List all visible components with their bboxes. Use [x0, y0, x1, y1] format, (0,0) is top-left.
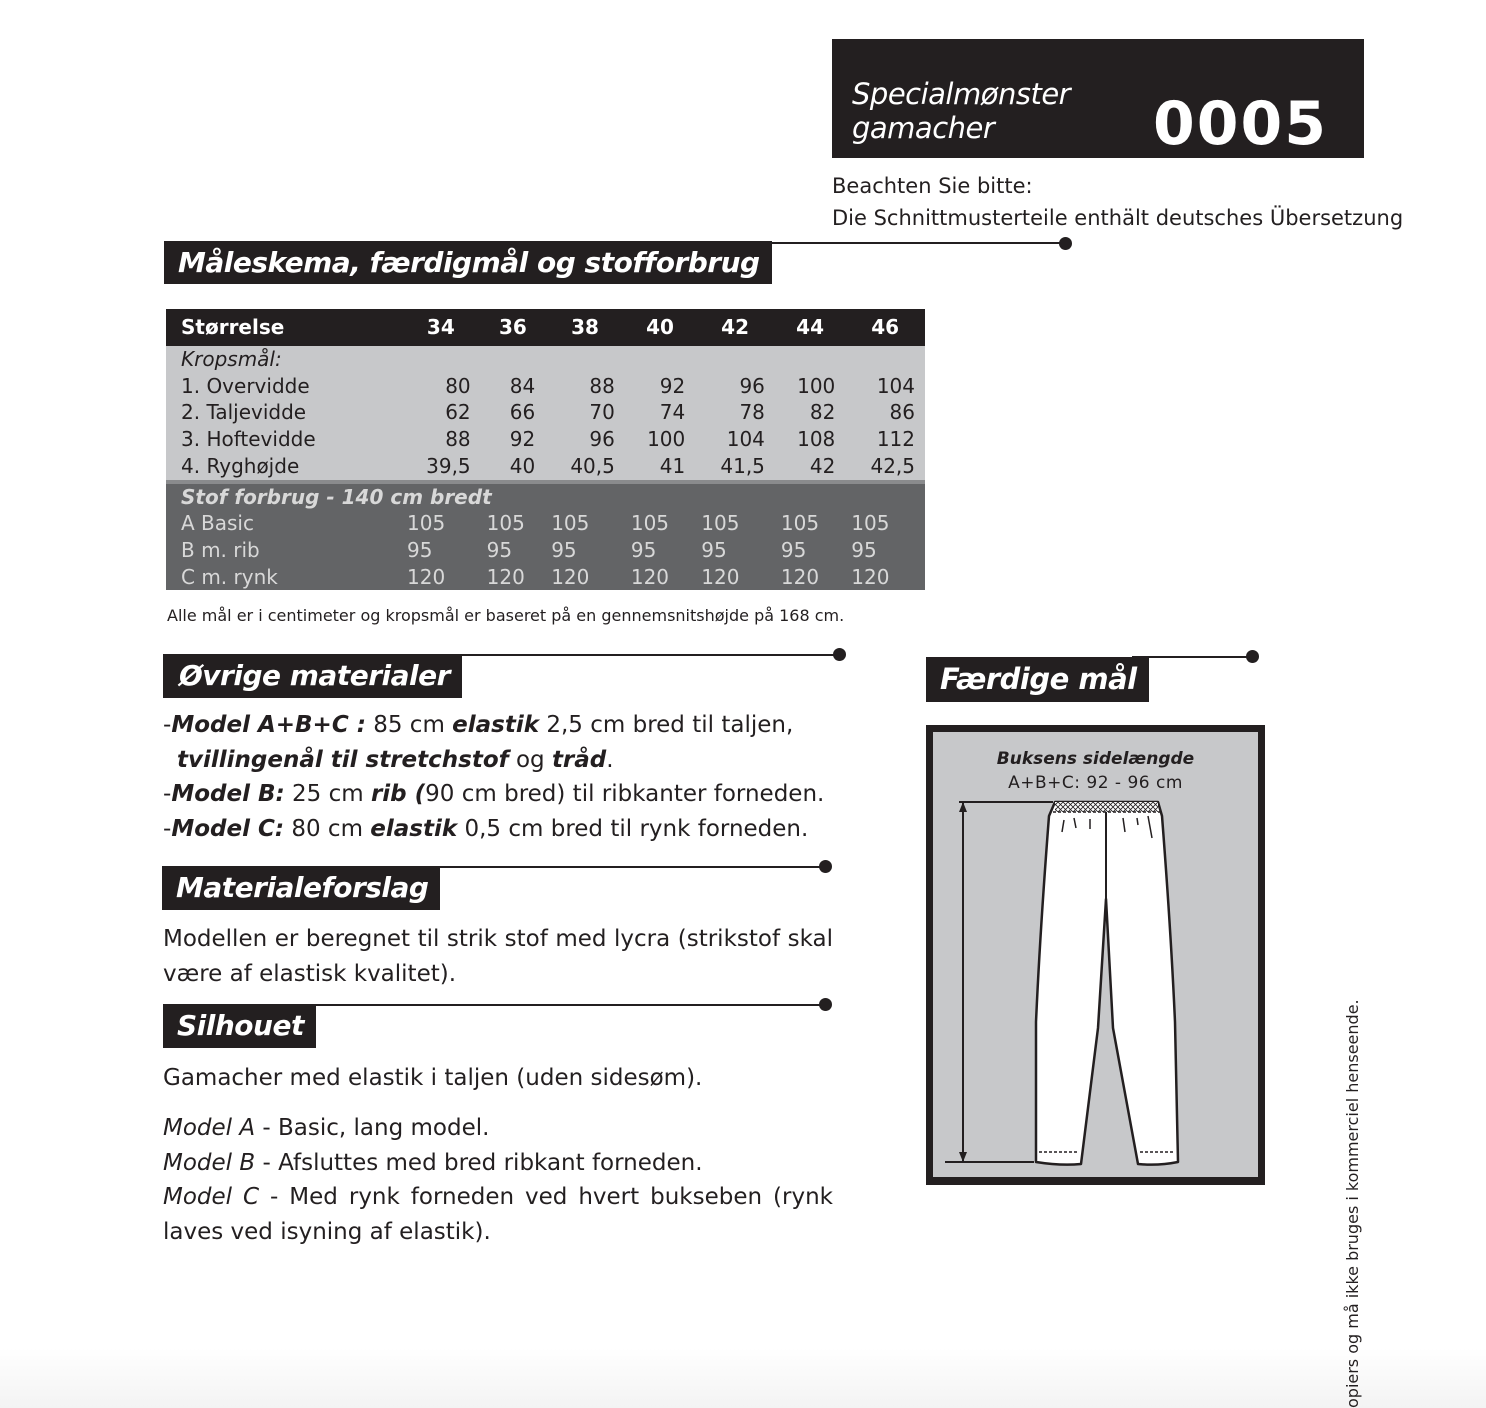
material-bold: tvillingenål til stretchstof	[177, 746, 509, 773]
table-cell: 86	[845, 399, 925, 426]
material-model: Model B:	[171, 781, 285, 807]
model-item	[163, 1146, 833, 1181]
list-dash: -	[163, 781, 172, 807]
table-cell: 62	[401, 399, 481, 426]
body-measurement-row	[166, 426, 925, 453]
body-measurements-section-row	[166, 346, 925, 373]
table-cell: 105	[845, 510, 925, 537]
size-header-row	[166, 309, 925, 346]
fabric-usage-row	[166, 510, 925, 537]
table-cell: 40,5	[545, 453, 625, 480]
table-cell: 108	[775, 426, 845, 453]
size-column-header: 38	[545, 309, 625, 346]
translation-note-line1: Beachten Sie bitte:	[832, 174, 1033, 198]
model-desc: - Basic, lang model.	[255, 1115, 490, 1141]
table-cell: 95	[695, 537, 775, 564]
table-cell: 88	[401, 426, 481, 453]
table-cell: 105	[481, 510, 546, 537]
material-text: .	[606, 746, 614, 773]
table-cell: 105	[695, 510, 775, 537]
body-measurements-label: Kropsmål:	[166, 346, 925, 373]
table-cell: 41,5	[695, 453, 775, 480]
table-cell: 95	[845, 537, 925, 564]
silhouette-text: Gamacher med elastik i taljen (uden sidesøm).	[163, 1065, 703, 1091]
size-chart-table	[166, 309, 925, 590]
material-bold: rib (	[370, 781, 426, 807]
page-bottom-shade	[0, 1348, 1486, 1408]
table-cell: 78	[695, 399, 775, 426]
material-item	[163, 708, 833, 777]
table-cell: 40	[481, 453, 546, 480]
model-name: Model B	[163, 1149, 256, 1176]
table-cell: 95	[401, 537, 481, 564]
row-label: 1. Overvidde	[166, 373, 401, 400]
material-bold: elastik	[452, 712, 540, 738]
model-item	[163, 1180, 833, 1249]
model-name: Model C	[163, 1184, 260, 1210]
list-dash: -	[163, 712, 172, 738]
table-cell: 120	[401, 564, 481, 591]
size-column-header: 44	[775, 309, 845, 346]
material-model: Model C:	[171, 815, 285, 842]
section-rule	[733, 242, 1066, 244]
measurement-footnote: Alle mål er i centimeter og kropsmål er baseret på en gennemsnitshøjde på 168 cm.	[167, 606, 845, 625]
size-label: Størrelse	[166, 309, 401, 346]
material-bold: tråd	[551, 746, 607, 773]
material-text: 25 cm	[284, 781, 371, 807]
section-rule	[305, 1004, 826, 1006]
table-cell: 74	[625, 399, 695, 426]
fabric-usage-label: Stof forbrug - 140 cm bredt	[166, 484, 925, 511]
section-rule-dot	[819, 860, 832, 873]
table-cell: 104	[695, 426, 775, 453]
table-cell: 95	[481, 537, 546, 564]
row-label: B m. rib	[166, 537, 401, 564]
translation-note	[832, 170, 1403, 234]
section-rule	[1132, 656, 1252, 658]
pattern-title	[852, 77, 1070, 145]
finished-measurements-figure	[926, 725, 1265, 1185]
body-measurement-row	[166, 373, 925, 400]
figure-measurement-value: A+B+C: 92 - 96 cm	[1008, 773, 1183, 793]
table-cell: 120	[545, 564, 625, 591]
other-materials-list	[163, 708, 833, 846]
model-list	[163, 1111, 833, 1249]
pattern-title-line1: Specialmønster	[852, 77, 1071, 111]
row-label: 4. Ryghøjde	[166, 453, 401, 480]
row-label: C m. rynk	[166, 564, 401, 591]
table-cell: 39,5	[401, 453, 481, 480]
table-cell: 41	[625, 453, 695, 480]
material-item	[163, 777, 833, 812]
fabric-usage-row	[166, 537, 925, 564]
table-cell: 96	[695, 373, 775, 400]
table-cell: 42,5	[845, 453, 925, 480]
size-column-header: 46	[845, 309, 925, 346]
figure-panel	[933, 732, 1258, 1177]
row-label: 2. Taljevidde	[166, 399, 401, 426]
size-column-header: 36	[481, 309, 546, 346]
pattern-title-block	[832, 39, 1364, 158]
table-cell: 120	[845, 564, 925, 591]
table-cell: 95	[625, 537, 695, 564]
size-column-header: 42	[695, 309, 775, 346]
table-cell: 82	[775, 399, 845, 426]
body-measurement-row	[166, 399, 925, 426]
table-cell: 105	[401, 510, 481, 537]
table-cell: 66	[481, 399, 546, 426]
table-cell: 70	[545, 399, 625, 426]
fabric-usage-row	[166, 564, 925, 591]
row-label: 3. Hoftevidde	[166, 426, 401, 453]
section-rule-dot	[833, 648, 846, 661]
fabric-usage-section-row	[166, 484, 925, 511]
table-cell: 95	[545, 537, 625, 564]
section-rule-dot	[1059, 237, 1072, 250]
section-heading-other-materials: Øvrige materialer	[163, 654, 462, 698]
row-label: A Basic	[166, 510, 401, 537]
leggings-illustration	[933, 732, 1258, 1177]
table-cell: 112	[845, 426, 925, 453]
model-desc: - Med rynk forneden ved hvert bukseben (rynk laves ved isyning af elastik).	[163, 1184, 833, 1245]
material-item	[163, 812, 833, 847]
leggings-drawing	[1036, 802, 1178, 1165]
material-text: 0,5 cm bred til rynk forneden.	[457, 815, 809, 842]
material-bold: elastik	[370, 815, 458, 842]
table-cell: 96	[545, 426, 625, 453]
model-item	[163, 1111, 833, 1146]
model-name: Model A	[163, 1115, 256, 1141]
table-cell: 100	[625, 426, 695, 453]
table-cell: 104	[845, 373, 925, 400]
pattern-number: 0005	[1153, 89, 1328, 159]
table-cell: 105	[625, 510, 695, 537]
material-suggestion-text: Modellen er beregnet til strik stof med lycra (strikstof skal være af elastisk kvalitet).	[163, 926, 833, 987]
table-cell: 120	[481, 564, 546, 591]
section-heading-measurements: Måleskema, færdigmål og stofforbrug	[164, 241, 772, 284]
material-model: Model A+B+C :	[171, 712, 366, 738]
table-cell: 100	[775, 373, 845, 400]
table-cell: 95	[775, 537, 845, 564]
section-rule-dot	[819, 998, 832, 1011]
table-cell: 42	[775, 453, 845, 480]
pattern-title-line2: gamacher	[852, 111, 995, 145]
table-cell: 80	[401, 373, 481, 400]
material-text: og	[508, 746, 552, 773]
size-column-header: 40	[625, 309, 695, 346]
table-cell: 92	[625, 373, 695, 400]
translation-note-line2: Die Schnittmusterteile enthält deutsches Übersetzung	[832, 206, 1404, 230]
table-cell: 88	[545, 373, 625, 400]
table-cell: 120	[775, 564, 845, 591]
body-measurement-row	[166, 453, 925, 480]
table-cell: 105	[545, 510, 625, 537]
table-cell: 120	[625, 564, 695, 591]
model-desc: - Afsluttes med bred ribkant forneden.	[255, 1149, 703, 1176]
figure-title: Buksens sidelængde	[996, 749, 1195, 769]
section-heading-silhouette: Silhouet	[163, 1004, 316, 1048]
copyright-side-note: opiers og må ikke bruges i kommerciel henseende.	[1343, 999, 1362, 1408]
table-cell: 120	[695, 564, 775, 591]
material-text: 80 cm	[284, 815, 371, 842]
section-heading-material-suggestion: Materialeforslag	[162, 866, 440, 910]
size-column-header: 34	[401, 309, 481, 346]
section-rule	[422, 866, 826, 868]
section-heading-finished-measurements: Færdige mål	[926, 657, 1149, 702]
section-rule-dot	[1246, 650, 1259, 663]
section-rule	[445, 654, 838, 656]
material-text: 85 cm	[365, 712, 453, 738]
table-cell: 84	[481, 373, 546, 400]
table-cell: 105	[775, 510, 845, 537]
table-cell: 92	[481, 426, 546, 453]
list-dash: -	[163, 815, 172, 842]
material-text: 90 cm bred) til ribkanter forneden.	[425, 781, 825, 807]
material-text: 2,5 cm bred til taljen,	[539, 712, 794, 738]
